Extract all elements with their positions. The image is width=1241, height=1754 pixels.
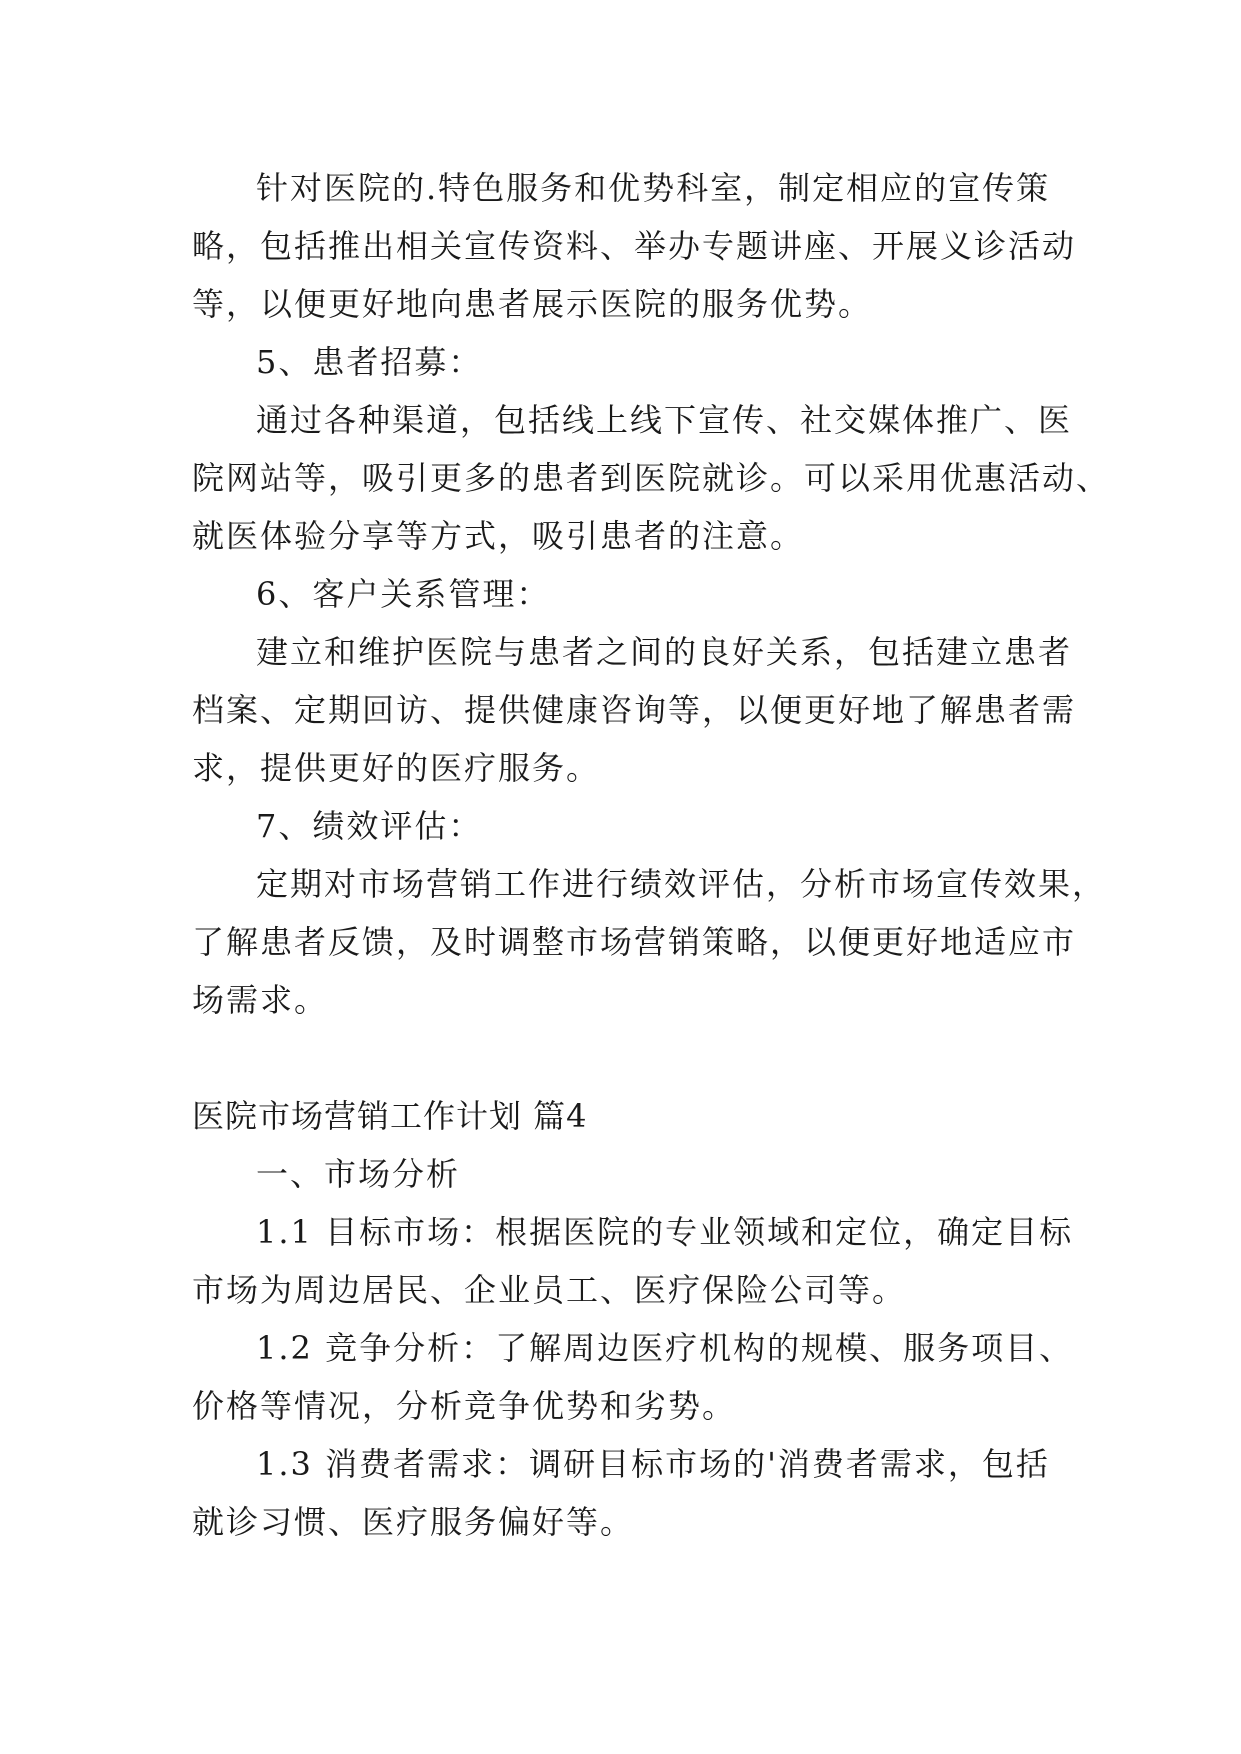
paragraph-line: 1.1 目标市场：根据医院的专业领域和定位，确定目标 bbox=[256, 1213, 1074, 1251]
paragraph-line: 略，包括推出相关宣传资料、举办专题讲座、开展义诊活动 bbox=[192, 227, 1077, 265]
paragraph-line: 针对医院的.特色服务和优势科室，制定相应的宣传策 bbox=[256, 169, 1051, 207]
paragraph-line: 院网站等，吸引更多的患者到医院就诊。可以采用优惠活动、 bbox=[192, 459, 1111, 497]
paragraph-line: 1.2 竞争分析：了解周边医疗机构的规模、服务项目、 bbox=[256, 1329, 1074, 1367]
paragraph-line: 市场为周边居民、企业员工、医疗保险公司等。 bbox=[192, 1271, 907, 1309]
paragraph-line: 场需求。 bbox=[192, 981, 329, 1019]
paragraph-line: 价格等情况，分析竞争优势和劣势。 bbox=[192, 1387, 737, 1425]
paragraph-line: 求，提供更好的医疗服务。 bbox=[192, 749, 601, 787]
paragraph-line: 1.3 消费者需求：调研目标市场的'消费者需求，包括 bbox=[256, 1445, 1050, 1483]
paragraph-line: 就诊习惯、医疗服务偏好等。 bbox=[192, 1503, 635, 1541]
section-heading: 一、市场分析 bbox=[256, 1155, 461, 1193]
paragraph-line: 就医体验分享等方式，吸引患者的注意。 bbox=[192, 517, 805, 555]
paragraph-line: 了解患者反馈，及时调整市场营销策略，以便更好地适应市 bbox=[192, 923, 1077, 961]
document-title: 医院市场营销工作计划 篇4 bbox=[192, 1097, 588, 1135]
section-heading: 5、患者招募： bbox=[256, 343, 483, 381]
paragraph-line: 定期对市场营销工作进行绩效评估，分析市场宣传效果， bbox=[256, 865, 1107, 903]
paragraph-line: 档案、定期回访、提供健康咨询等，以便更好地了解患者需 bbox=[192, 691, 1077, 729]
paragraph-line: 通过各种渠道，包括线上线下宣传、社交媒体推广、医 bbox=[256, 401, 1073, 439]
section-heading: 6、客户关系管理： bbox=[256, 575, 551, 613]
section-heading: 7、绩效评估： bbox=[256, 807, 483, 845]
paragraph-line: 等，以便更好地向患者展示医院的服务优势。 bbox=[192, 285, 873, 323]
paragraph-line: 建立和维护医院与患者之间的良好关系，包括建立患者 bbox=[256, 633, 1073, 671]
